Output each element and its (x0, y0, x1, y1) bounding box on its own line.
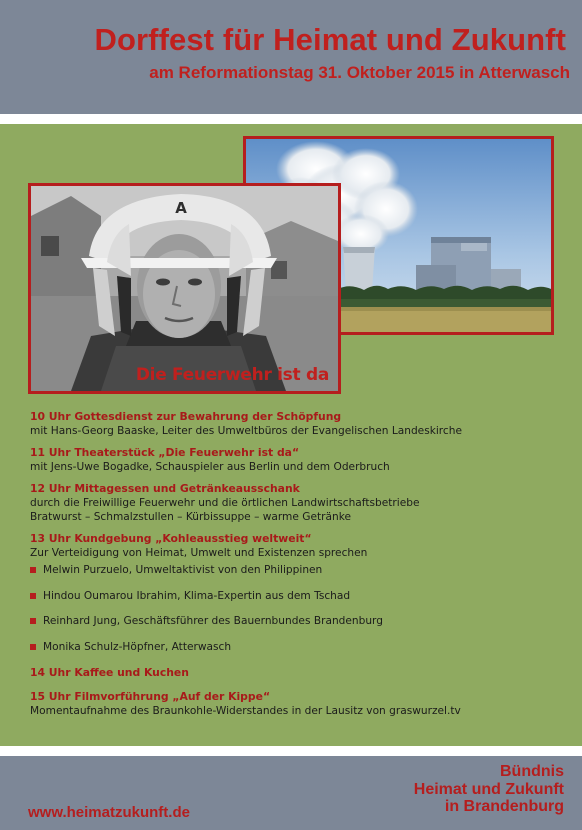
program-heading: 12 Uhr Mittagessen und Getränkeausschank (30, 482, 300, 495)
speaker-item (30, 640, 570, 654)
speaker-item (30, 589, 570, 603)
page-title: Dorffest für Heimat und Zukunft (94, 22, 566, 57)
bullet-icon (30, 593, 36, 599)
program-detail: mit Hans-Georg Baaske, Leiter des Umweltbüros der Evangelischen Landeskirche (30, 425, 462, 437)
firefighter-photo (31, 186, 338, 391)
alliance-name (414, 763, 564, 816)
alliance-line: Heimat und Zukunft (413, 780, 564, 798)
speaker-item (30, 563, 570, 577)
speaker-name: Monika Schulz-Höpfner, Atterwasch (43, 640, 232, 653)
website-link[interactable]: www.heimatzukunft.de (28, 804, 190, 821)
program-detail: durch die Freiwillige Feuerwehr und die örtlichen Landwirtschaftsbetriebe (30, 497, 420, 509)
program-heading: 13 Uhr Kundgebung „Kohleausstieg weltweit“ (30, 532, 312, 545)
program-item-10 (30, 410, 570, 438)
program-heading: 10 Uhr Gottesdienst zur Bewahrung der Schöpfung (30, 410, 342, 423)
header-band (0, 0, 582, 114)
bullet-icon (30, 618, 36, 624)
speaker-list (30, 563, 570, 654)
firefighter-photo-frame (28, 183, 341, 394)
bullet-icon (30, 567, 36, 573)
speaker-name: Melwin Purzuelo, Umweltaktivist von den Philippinen (43, 564, 323, 576)
page-subtitle: am Reformationstag 31. Oktober 2015 in Atterwasch (149, 63, 570, 82)
alliance-line: Bündnis (500, 763, 564, 780)
program-item-11 (30, 446, 570, 474)
speaker-item (30, 614, 570, 628)
speaker-name: Reinhard Jung, Geschäftsführer des Bauernbundes Brandenburg (43, 615, 383, 627)
program-detail: Momentaufnahme des Braunkohle-Widerstandes in der Lausitz von graswurzel.tv (30, 704, 461, 717)
program-detail: mit Jens-Uwe Bogadke, Schauspieler aus Berlin und dem Oderbruch (30, 461, 390, 473)
program-heading: 15 Uhr Filmvorführung „Auf der Kippe“ (30, 689, 271, 703)
program-heading: 11 Uhr Theaterstück „Die Feuerwehr ist da“ (30, 446, 300, 459)
program-detail: Bratwurst – Schmalzstullen – Kürbissuppe – warme Getränke (30, 511, 351, 523)
firefighter-caption: Die Feuerwehr ist da (135, 365, 329, 385)
event-program (30, 410, 570, 726)
program-item-13 (30, 532, 570, 560)
program-item-12 (30, 482, 570, 524)
alliance-line: in Brandenburg (444, 798, 564, 815)
helmet-letter: A (175, 199, 187, 217)
program-heading: 14 Uhr Kaffee und Kuchen (30, 665, 189, 679)
speaker-name: Hindou Oumarou Ibrahim, Klima-Expertin aus dem Tschad (43, 589, 351, 602)
program-detail: Zur Verteidigung von Heimat, Umwelt und Existenzen sprechen (30, 547, 368, 559)
bullet-icon (30, 644, 36, 650)
program-item-14 (30, 666, 570, 680)
program-item-15 (30, 690, 570, 718)
